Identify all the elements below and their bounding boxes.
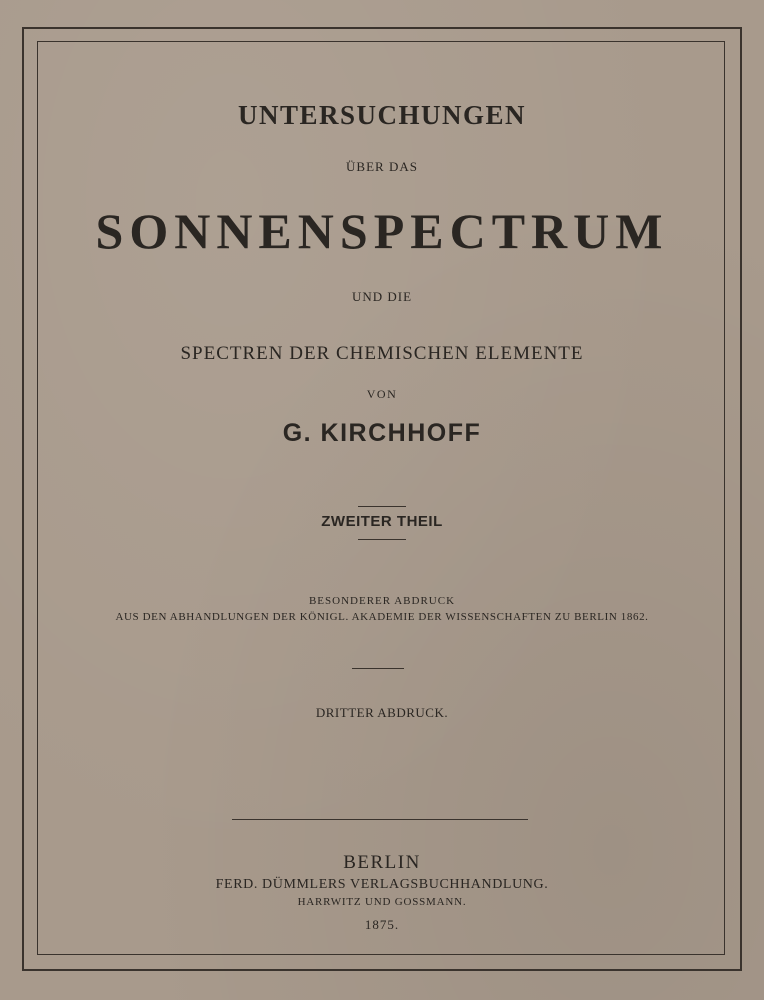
inner-border-frame (37, 41, 725, 955)
subtitle-spectren: SPECTREN DER CHEMISCHEN ELEMENTE (180, 343, 584, 364)
rule-above-imprint (232, 819, 528, 820)
rule-above-edition (352, 668, 404, 669)
offprint-source: AUS DEN ABHANDLUNGEN DER KÖNIGL. AKADEMIE DER WISSENSCHAFTEN ZU BERLIN 1862. (115, 611, 649, 623)
rule-above-part (358, 506, 406, 507)
title-line-untersuchungen: UNTERSUCHUNGEN (237, 100, 527, 130)
imprint-city: BERLIN (343, 852, 421, 873)
imprint-publisher: FERD. DÜMMLERS VERLAGSBUCHHANDLUNG. (215, 877, 549, 892)
author-name: G. KIRCHHOFF (282, 419, 482, 447)
part-label: ZWEITER THEIL (321, 513, 443, 530)
rule-below-part (358, 539, 406, 540)
imprint-owners: HARRWITZ UND GOSSMANN. (297, 896, 467, 908)
imprint-year: 1875. (364, 917, 400, 932)
title-line-ueber-das: ÜBER DAS (346, 159, 418, 174)
main-title-sonnenspectrum: SONNENSPECTRUM (95, 203, 669, 259)
title-line-von: VON (366, 387, 398, 401)
offprint-note: BESONDERER ABDRUCK (308, 595, 456, 607)
title-line-und-die: UND DIE (351, 289, 413, 304)
edition-label: DRITTER ABDRUCK. (315, 705, 449, 720)
